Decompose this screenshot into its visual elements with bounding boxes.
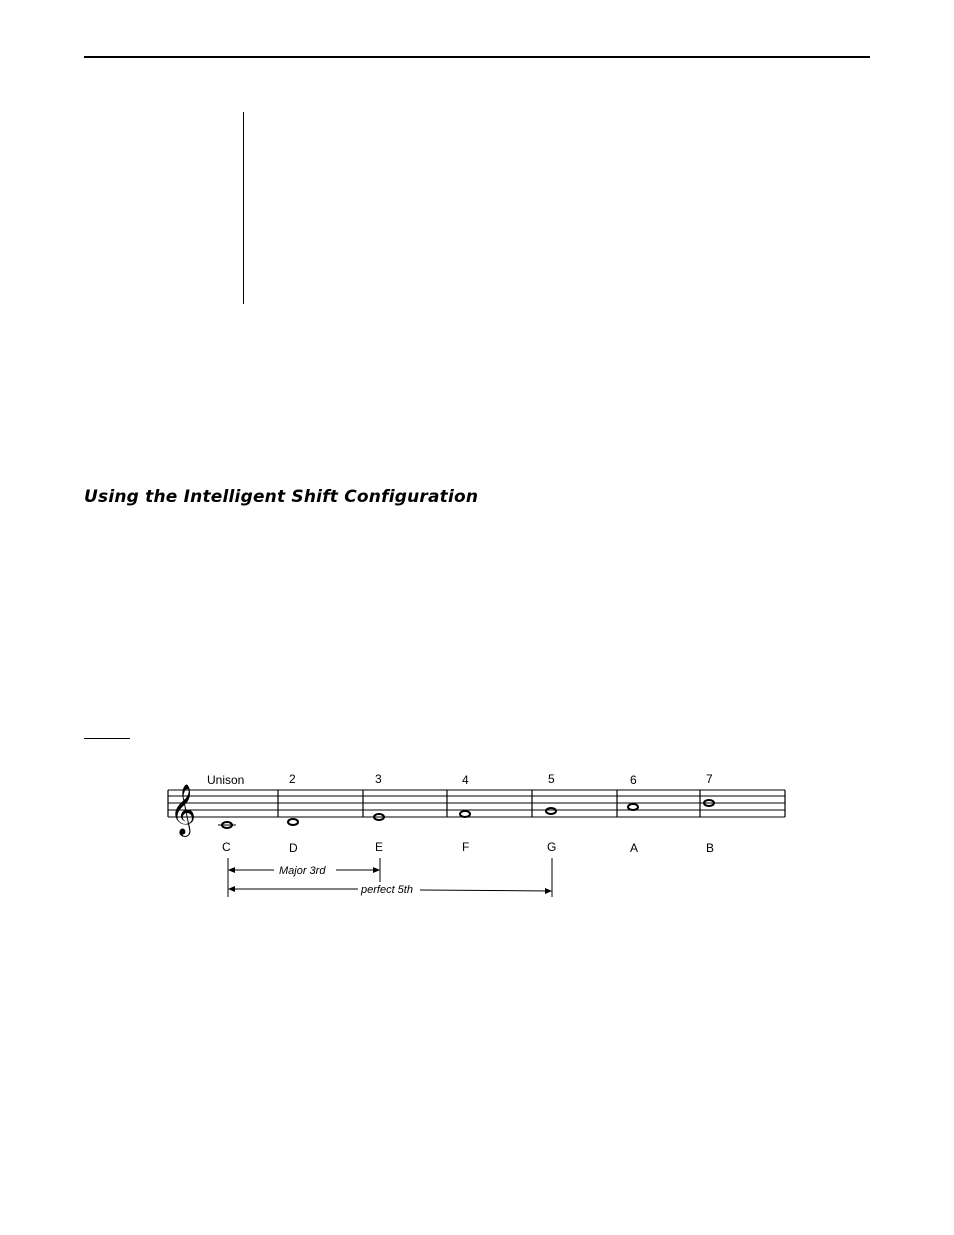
note-name: F [462, 840, 470, 854]
note-name: E [375, 840, 384, 854]
note-d [288, 819, 298, 825]
example-label [84, 722, 130, 736]
note-name: A [630, 841, 639, 855]
perfect-fifth-arrow-right [420, 890, 550, 891]
notes [218, 800, 714, 828]
note-name: G [547, 840, 557, 854]
note-f [460, 811, 470, 817]
note-g [546, 808, 556, 814]
degree-label: 7 [706, 772, 713, 786]
staff-lines [168, 790, 785, 817]
interval-label-perfect-fifth: perfect 5th [361, 884, 413, 896]
header-rule [84, 56, 870, 58]
example-label-underline [84, 738, 130, 739]
degree-label: 5 [548, 772, 555, 786]
degree-label: Unison [207, 773, 245, 787]
margin-bar [243, 112, 244, 304]
note-name: C [222, 840, 231, 854]
section-heading: Using the Intelligent Shift Configuration [84, 487, 479, 507]
degree-label: 3 [375, 772, 382, 786]
treble-clef-icon: 𝄞 [170, 785, 197, 834]
note-name: B [706, 841, 715, 855]
interval-label-major-third: Major 3rd [279, 865, 326, 877]
note-name: D [289, 841, 298, 855]
degree-label: 4 [462, 773, 469, 787]
interval-staff-figure [160, 760, 800, 905]
note-a [628, 804, 638, 810]
degree-label: 6 [630, 773, 637, 787]
degree-label: 2 [289, 772, 296, 786]
